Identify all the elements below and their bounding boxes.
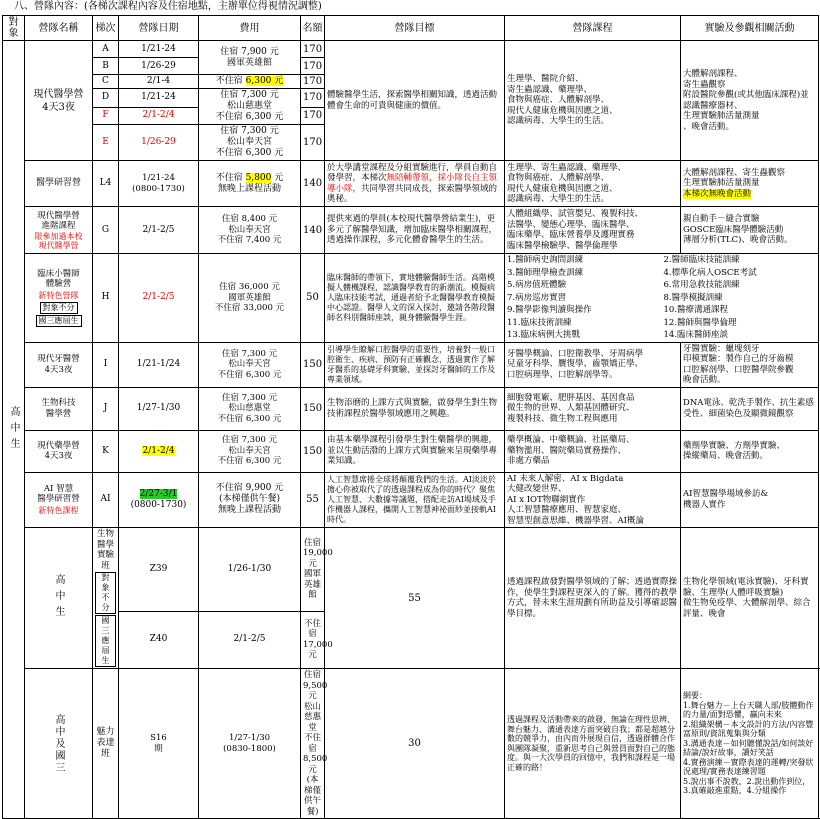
camp-fee: 住宿 7,300 元 松山奉天宮 不住宿 6,300 元 (199, 430, 301, 472)
capacity: 170 (301, 89, 325, 108)
camp-fee: 不住宿 6,300 元 (199, 75, 301, 89)
camp-date: 1/26-1/30 (199, 528, 301, 612)
camp-lab: 藥劑學實驗、方劑學實驗、 操縱藥局、晚會活動。 (681, 430, 819, 472)
camp-schedule-table (2, 15, 819, 819)
camp-course: 1.醫師病史詢問訓練 2.醫師臨床技能訓練 3.醫師理學檢查訓練 4.標準化病人OSCE考試 5.病房值班體驗 6.常用急救技能訓練 7.病房巡房實習 8.醫學模擬訓練 9.醫學影像判讀與操作 10.醫療溝通課程 11.臨床技術訓練 12.醫師與醫學倫理 13.臨床病例大挑戰 14.臨床醫師座談 (505, 254, 819, 343)
camp-date: 1/21-24 (119, 89, 199, 108)
table-row (3, 472, 819, 528)
camp-course: 藥學概論、中藥概論、社區藥局、 藥物濫用、醫院藥局實務操作、 非處方藥品 (505, 430, 681, 472)
camp-date: 1/27-1/30 (0830-1800) (199, 669, 301, 819)
capacity: 150 (301, 342, 325, 387)
batch-code: G (93, 207, 119, 254)
capacity: 170 (301, 107, 325, 124)
camp-goal: 臨床醫師的帶領下，實地體驗醫師生活。高階模擬人體機課程，認識醫學教育的新潮流。模擬病人臨床技能考試，通過者給予北醫醫學教育模擬中心認證。醫學人文的深入探討，邀請各階段醫師名科別醫師座談，親身體驗醫學生涯。 (325, 254, 505, 343)
camp-fee: 住宿 7,900 元 國軍英雄館 (199, 41, 301, 75)
camp-date: 2/1-2/4 (119, 107, 199, 124)
camp-goal: 生物添磨的上課方式與實驗，啟發學生對生物技術課程於醫學領域應用之興趣。 (325, 387, 505, 430)
table-row (3, 669, 819, 819)
camp-name: 醫學研習營 (25, 161, 93, 207)
table-row (3, 161, 819, 207)
table-row (3, 207, 819, 254)
batch-code: F (93, 107, 119, 124)
camp-goal: 體驗醫學生活，探索醫學相關知識，透過活動體會生命的可貴與健康的價值。 (325, 41, 505, 161)
camp-name: 現代醫學營 進階課程 限參加過本校 現代醫學營 (25, 207, 93, 254)
header-goal: 營隊目標 (325, 16, 505, 41)
header-camp-name: 營隊名稱 (25, 16, 93, 41)
camp-lab: DNA電泳、乾洗手製作、抗生素感受性、細菌染色及顯微鏡觀察 (681, 387, 819, 430)
capacity: 140 (301, 207, 325, 254)
capacity: 30 (325, 669, 505, 819)
camp-goal: 提供來過的學員(本校現代醫學營結業生)，更多元了解醫學知識，增加臨床醫學相關課程，透過操作課程，多元化體會醫學生的生活。 (325, 207, 505, 254)
header-fee: 費用 (199, 16, 301, 41)
camp-fee: 住宿 19,000 元 國軍英雄館 (301, 528, 325, 612)
batch-code: Z39 (119, 528, 199, 612)
batch-code: C (93, 75, 119, 89)
camp-date: 2/1-2/4 (119, 430, 199, 472)
capacity: 55 (325, 528, 505, 669)
capacity: 170 (301, 75, 325, 89)
camp-date: 2/27-3/1 (0800-1730) (119, 472, 199, 528)
camp-date: 1/21-1/24 (119, 342, 199, 387)
camp-date: 2/1-2/5 (199, 611, 301, 668)
camp-goal: 引導學生瞭解口腔醫學的重要性，培養對一般口腔衛生、疾病、預防有正確觀念，透過實作了解牙醫系的基礎牙科實驗、並探討牙醫師的工作及專業領域。 (325, 342, 505, 387)
header-target: 對象 (3, 16, 25, 41)
camp-name: 現代藥學營 4天3夜 (25, 430, 93, 472)
camp-goal: 透過課程啟發對醫學領域的了解；透過實際操作，使學生對課程更深入的了解。獲得的教學方式，替未來生涯規劃有所助益及引導確認醫學目標。 (505, 528, 681, 669)
camp-fee: 不住宿 17,000 元 (301, 611, 325, 668)
table-row (3, 254, 819, 343)
header-lab: 實驗及參觀相關活動 (681, 16, 819, 41)
batch-code: S16 期 (119, 669, 199, 819)
header-capacity: 名額 (301, 16, 325, 41)
batch-code: B (93, 58, 119, 75)
header-course: 營隊課程 (505, 16, 681, 41)
camp-lab: 大體解剖課程、 寄生蟲觀察 附設醫院參觀(或其他臨床課程)並認識醫療器材、 生理實驗肺活量測量 、晚會活動。 (681, 41, 819, 161)
batch-code: E (93, 125, 119, 161)
header-batch: 梯次 (93, 16, 119, 41)
section-heading: 八、營隊內容：(各梯次課程內容及住宿地點，主辦單位得視情況調整) (14, 1, 322, 12)
camp-name: 生物科技 醫學營 (25, 387, 93, 430)
camp-fee: 住宿 7,300 元 松山慈惠堂 不住宿 6,300 元 (199, 89, 301, 125)
camp-name: AI 智慧 醫學研習營 新特色課程 (25, 472, 93, 528)
camp-fee: 住宿 7,300 元 松山奉天宮 不住宿 6,300 元 (199, 125, 301, 161)
camp-course: 網要： 1.舞台魅力－上台天職人部/肢體動作的力量/面對恐懼，贏向未來 2.組織架構－本文設計的方法/內容豐富原則/資訊蒐集與分類 3.溝通表達－如何聽懂說話/如何談好結論/說好故事，讀好笑話 4.實務演練－實際表達的運轉/突發狀況處理/實務表達練習題 5.說出事不說教，2.說出動作到位，3.真確敲進重點，4.分組操作 (681, 669, 819, 819)
camp-fee: 住宿 36,000 元 國軍英雄館 不住宿 33,000 元 (199, 254, 301, 343)
table-header-row (3, 16, 819, 41)
camp-name: 生物醫學 實驗班 對象不分 國三應屆生 (93, 528, 119, 669)
camp-lab: 親自動手－縫合實驗 GOSCE臨床醫學體驗活動 薄層分析(TLC)、晚會活動。 (681, 207, 819, 254)
camp-fee: 住宿 9,500 元 松山慈惠堂 不住宿 8,500 元 (本梯僅供午餐) (301, 669, 325, 819)
camp-name: 現代醫學營 4天3夜 (25, 41, 93, 161)
camp-fee: 住宿 7,300 元 松山奉天宮 不住宿 6,300 元 (199, 342, 301, 387)
batch-code: D (93, 89, 119, 108)
camp-name: 臨床小醫師 體驗營 新特色營隊 對象不分 國三應屆生 (25, 254, 93, 343)
header-date: 營隊日期 (119, 16, 199, 41)
batch-code: I (93, 342, 119, 387)
camp-date: 2/1-2/5 (119, 254, 199, 343)
camp-fee: 不住宿 9,900 元 (本梯僅供午餐) 無晚上課程活動 (199, 472, 301, 528)
camp-lab: AI智慧醫學場域參訪& 機器人實作 (681, 472, 819, 528)
batch-code: AI (93, 472, 119, 528)
capacity: 170 (301, 41, 325, 58)
capacity: 170 (301, 125, 325, 161)
camp-fee: 住宿 8,400 元 松山奉天宮 不住宿 7,400 元 (199, 207, 301, 254)
camp-course: 人體組織學、試管嬰兒、複製科技、 法醫學、變態心理學、臨床醫學、 臨床藥學、臨床營養學及護理實務 臨床醫學檢驗學、醫學倫理學 (505, 207, 681, 254)
camp-date: 2/1-4 (119, 75, 199, 89)
table-row (3, 528, 819, 612)
camp-goal: 於大學講堂課程及分組實驗進行，學員自動自發學習，本梯次無陪輔帶領，採小隊長自主領導小隊，共同學習共同成長，探索醫學領域的奧秘。 (325, 161, 505, 207)
camp-fee: 住宿 7,300 元 松山慈惠堂 不住宿 6,300 元 (199, 387, 301, 430)
batch-code: L4 (93, 161, 119, 207)
capacity: 150 (301, 387, 325, 430)
table-row (3, 41, 819, 58)
group-high-school: 高中生 (3, 41, 25, 819)
batch-code: Z40 (119, 611, 199, 668)
capacity: 55 (301, 472, 325, 528)
camp-name: 現代牙醫營 4天3夜 (25, 342, 93, 387)
camp-course: 生理學、醫院介紹、 寄生蟲認識、藥理學、 食物與癌症、人體解剖學、 現代人健康危機與因應之道、 認識病毒、大學生的生活。 (505, 41, 681, 161)
camp-course: 牙醫學概論、口腔衛教學、牙周病學 兒童牙科學、贋復學、齒顎矯正學、 口腔病理學、口腔解剖學等。 (505, 342, 681, 387)
batch-code: J (93, 387, 119, 430)
camp-date: 1/27-1/30 (119, 387, 199, 430)
capacity: 150 (301, 430, 325, 472)
batch-code: H (93, 254, 119, 343)
batch-code: K (93, 430, 119, 472)
capacity: 170 (301, 58, 325, 75)
capacity: 140 (301, 161, 325, 207)
capacity: 50 (301, 254, 325, 343)
camp-goal: 透過課程及活動帶來的啟發，無論在理性思辨、舞台魅力、溝通表達方面突破自我；都是超越分數的競爭力，由內而外展現自信，透過群體合作與團隊凝聚，重新思考自己與營員面對自己的態度。與一大次學員的回憶中，我們和課程是一場正確的路！ (505, 669, 681, 819)
table-row (3, 342, 819, 387)
camp-goal: 人工智慧席捲全球將顛覆我們的生活。AI淡淡於擔心你被取代了的透過課程成為你的時代？聚焦人工智慧、大數據等議題，搭配走訪AI場域及手作機器人課程，攜開人工智慧神祕面紗並接軌AI時代。 (325, 472, 505, 528)
camp-date: 1/26-29 (119, 58, 199, 75)
table-row (3, 430, 819, 472)
table-row (3, 387, 819, 430)
camp-date: 2/1-2/5 (119, 207, 199, 254)
camp-date: 1/26-29 (119, 125, 199, 161)
camp-date: 1/21-24 (119, 41, 199, 58)
group-high-school-grade9: 高中及國三 (25, 669, 93, 819)
camp-course: 生物化學領域(電泳實驗)、牙科實驗、生理學(人體呼吸實驗) 微生物免疫學、大體解剖學、綜合評量、晚會 (681, 528, 819, 669)
group-high-school-2: 高中生 (25, 528, 93, 669)
camp-goal: 由基本藥學課程引發學生對生藥醫學的興趣，並以生動活潑的上課方式與實驗來呈現藥學專業知識。 (325, 430, 505, 472)
camp-course: AI 未來人解密、AI x Bigdata 大健改變世界、 AI x IOT物聯網實作 人工智慧醫療應用、智慧家庭、 智慧型創意思維、機器學習、AI概論 (505, 472, 681, 528)
camp-name: 魅力表達班 (93, 669, 119, 819)
camp-date: 1/21-24 (0800-1730) (119, 161, 199, 207)
camp-lab: 牙醫實驗：蠟塊刻牙 印模實驗：製作自己的牙齒模 口腔解剖學、口腔醫學院參觀 晚會活動。 (681, 342, 819, 387)
camp-lab: 大體解剖課程、寄生蟲觀察 生理實驗肺活量測量 本梯次無晚會活動 (681, 161, 819, 207)
camp-fee: 不住宿 5,800 元 無晚上課程活動 (199, 161, 301, 207)
camp-course: 細胞發電廠、肥胖基因、基因食品 微生物的世界、人類基因體研究、 複製科技、微生物工程與應用 (505, 387, 681, 430)
batch-code: A (93, 41, 119, 58)
camp-course: 生理學、寄生蟲認識、藥理學、 食物與癌症、人體解剖學、 現代人健康危機與因應之道、 認識病毒、大學生的生活。 (505, 161, 681, 207)
